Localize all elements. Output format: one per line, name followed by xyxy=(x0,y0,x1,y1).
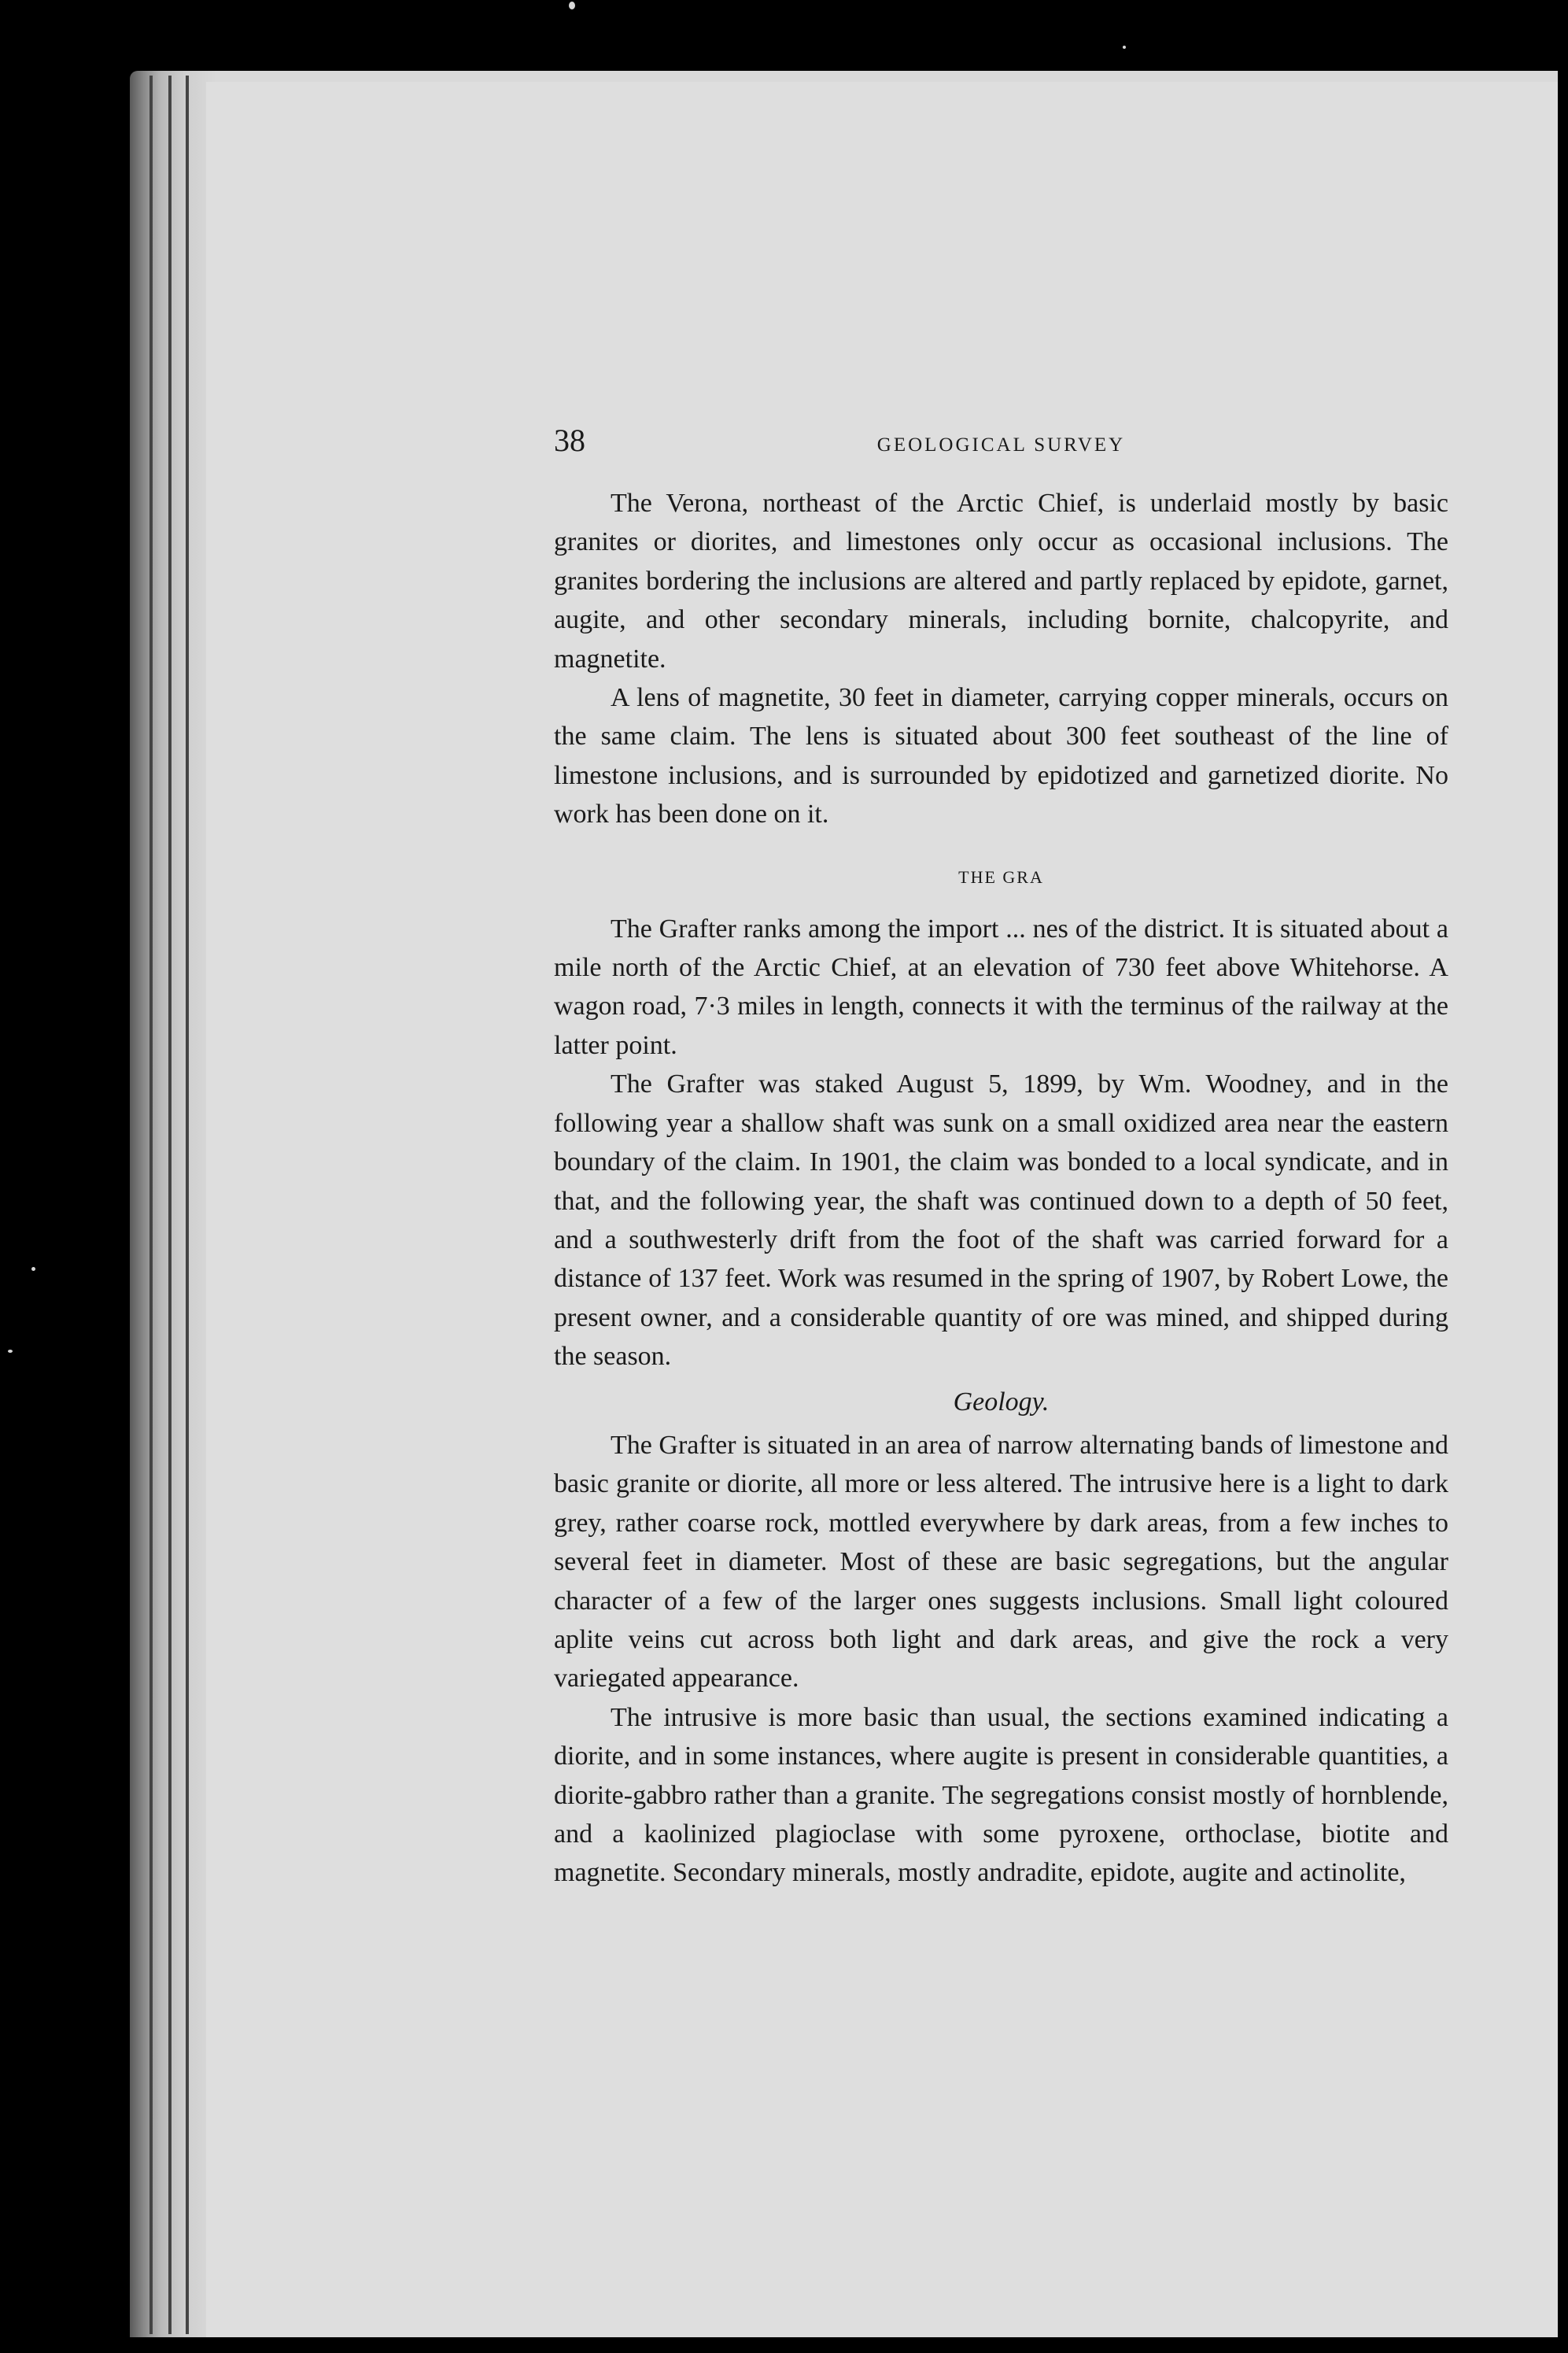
subheading-geology: Geology. xyxy=(953,1387,1050,1417)
scan-speck xyxy=(8,1350,13,1353)
page-edge xyxy=(168,76,172,2334)
section-title: THE GRA xyxy=(958,866,1044,887)
paragraph: A lens of magnetite, 30 feet in diameter, carrying copper minerals, occurs on the same claim. The lens is situated about 300 feet southeast of the line of limestone inclusions, and is surrounded by epidotized and garnetized diorite. No work has been done on it. xyxy=(554,683,1448,829)
paragraph: The Grafter was staked August 5, 1899, by Wm. Woodney, and in the following year a shallow shaft was sunk on a small oxidized area near the eastern boundary of the claim. In 1901, the claim was bonded to a local syndicate, and in that, and the following year, the shaft was continued down to a depth of 50 feet, and a southwesterly drift from the foot of the shaft was carried forward for a distance of 137 feet. Work was resumed in the spring of 1907, by Robert Lowe, the present owner, and a considerable quantity of ore was mined, and shipped during the season. xyxy=(554,1069,1448,1372)
paragraph: The intrusive is more basic than usual, the sections examined indicating a diorite, and in some instances, where augite is present in considerable quantities, a diorite-gabbro rather than a granite. The segregations consist mostly of hornblende, and a kaolinized plagioclase with some pyroxene, orthoclase, biotite and magnetite. Secondary minerals, mostly andradite, epidote, augite and actinolite, xyxy=(554,1702,1448,1888)
scan-speck xyxy=(569,2,575,9)
paragraph: The Grafter is situated in an area of narrow alternating bands of limestone and basic granite or diorite, all more or less altered. The intrusive here is a light to dark grey, rather coarse rock, mottled everywhere by dark areas, from a few inches to several feet in diameter. Most of these are basic segregations, but the angular character of a few of the larger ones suggests inclusions. Small light coloured aplite veins cut across both light and dark areas, and give the rock a very variegated appearance. xyxy=(554,1430,1448,1694)
paragraph: The Grafter ranks among the import ... nes of the district. It is situated about a mile north of the Arctic Chief, at an elevation of 730 feet above Whitehorse. A wagon road, 7·3 miles in length, connects it with the terminus of the railway at the latter point. xyxy=(554,914,1448,1060)
running-header-title: GEOLOGICAL SURVEY xyxy=(876,434,1126,456)
page-edge xyxy=(149,76,153,2334)
running-header xyxy=(554,421,1448,468)
page-text-block xyxy=(554,421,1448,1893)
page-number: 38 xyxy=(554,423,585,458)
paragraph: The Verona, northeast of the Arctic Chief, is underlaid mostly by basic granites or diorites, and limestones only occur as occasional inclusions. The granites bordering the inclusions are altered and partly replaced by epidote, garnet, augite, and other secondary minerals, including bornite, chalcopyrite, and magnetite. xyxy=(554,489,1448,674)
page-edge xyxy=(186,76,189,2334)
scan-speck xyxy=(1123,46,1126,49)
scan-speck xyxy=(31,1267,35,1271)
